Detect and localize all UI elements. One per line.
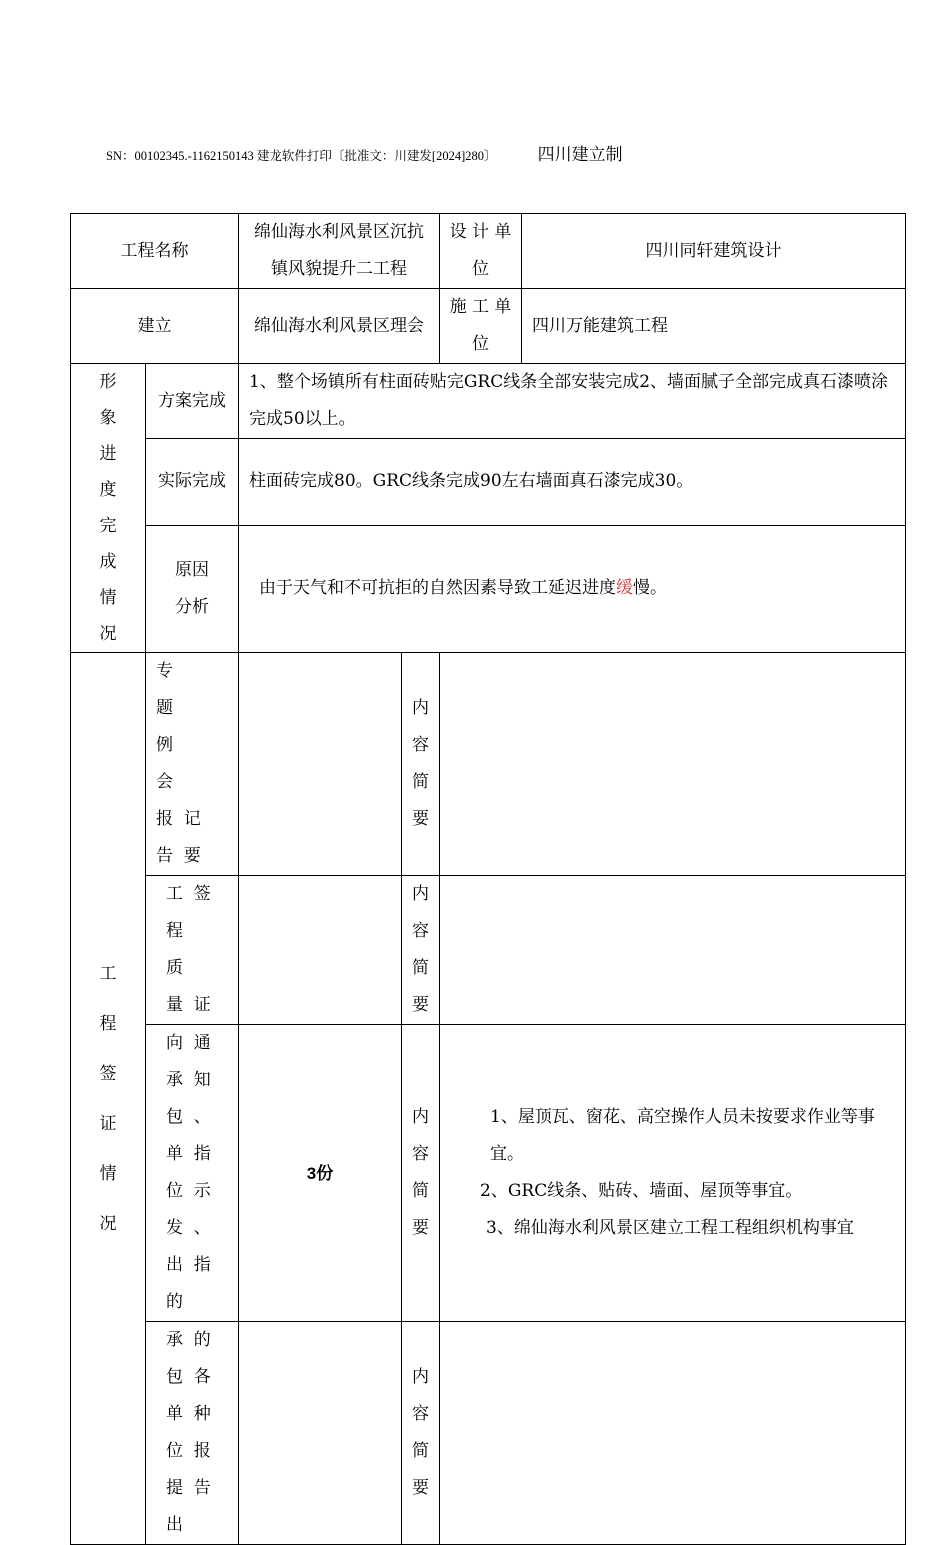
serial-number: SN：00102345.-1162150143 建龙软件打印〔批准文：川建发[2024]280〕 — [106, 149, 497, 163]
design-unit-label: 设 计 单 位 — [440, 214, 522, 289]
issuing-org: 四川建立制 — [537, 145, 623, 164]
supervision-label: 建立 — [71, 289, 239, 364]
contractor-reports-label: 承 的 包 各 单 种 位 报 提 告 出 — [146, 1322, 239, 1545]
quality-signoff-content — [440, 876, 906, 1025]
reason-analysis-text: 由于天气和不可抗拒的自然因素导致工延迟进度缓慢。 — [239, 525, 906, 652]
meeting-minutes-count — [239, 653, 402, 876]
progress-report-table — [70, 213, 906, 1545]
highlighted-char: 缓 — [616, 578, 633, 599]
contractor-reports-count — [239, 1322, 402, 1545]
progress-section-label: 形 象 进 度 完 成 情 况 — [71, 364, 146, 653]
content-summary-label: 内 容 简 要 — [402, 1322, 440, 1545]
meeting-minutes-label: 专 题 例 会 报 记 告 要 — [146, 653, 239, 876]
project-name-value: 绵仙海水利风景区沉抗镇风貌提升二工程 — [239, 214, 440, 289]
contractor-reports-content — [440, 1322, 906, 1545]
plan-completion-text: 1、整个场镇所有柱面砖贴完GRC线条全部安装完成2、墙面腻子全部完成真石漆喷涂完成50以上。 — [239, 364, 906, 439]
content-summary-label: 内 容 简 要 — [402, 876, 440, 1025]
content-summary-label: 内 容 简 要 — [402, 1025, 440, 1322]
meeting-minutes-content — [440, 653, 906, 876]
notice-content-list — [440, 1025, 906, 1322]
quality-signoff-count — [239, 876, 402, 1025]
project-name-label: 工程名称 — [71, 214, 239, 289]
design-unit-value: 四川同轩建筑设计 — [522, 214, 906, 289]
signoff-section-label: 工 程 签 证 情 况 — [71, 653, 146, 1545]
plan-completion-label: 方案完成 — [146, 364, 239, 439]
notice-copies-count: 3份 — [239, 1025, 402, 1322]
construction-unit-value: 四川万能建筑工程 — [522, 289, 906, 364]
reason-analysis-label: 原因分析 — [146, 525, 239, 652]
actual-completion-label: 实际完成 — [146, 439, 239, 525]
quality-signoff-label: 工 签 程 质 量 证 — [146, 876, 239, 1025]
content-summary-label: 内 容 简 要 — [402, 653, 440, 876]
supervision-unit-value: 绵仙海水利风景区理会 — [239, 289, 440, 364]
document-header — [106, 140, 623, 165]
list-item: 1、屋顶瓦、窗花、高空操作人员未按要求作业等事宜。 — [490, 1107, 875, 1164]
notice-to-contractor-label: 向 通 承 知 包 、 单 指 位 示 发 、 出 指 的 — [146, 1025, 239, 1322]
list-item: 2、GRC线条、贴砖、墙面、屋顶等事宜。 — [480, 1181, 803, 1201]
list-item: 3、绵仙海水利风景区建立工程工程组织机构事宜 — [486, 1218, 854, 1238]
construction-unit-label: 施 工 单 位 — [440, 289, 522, 364]
actual-completion-text: 柱面砖完成80。GRC线条完成90左右墙面真石漆完成30。 — [239, 439, 906, 525]
